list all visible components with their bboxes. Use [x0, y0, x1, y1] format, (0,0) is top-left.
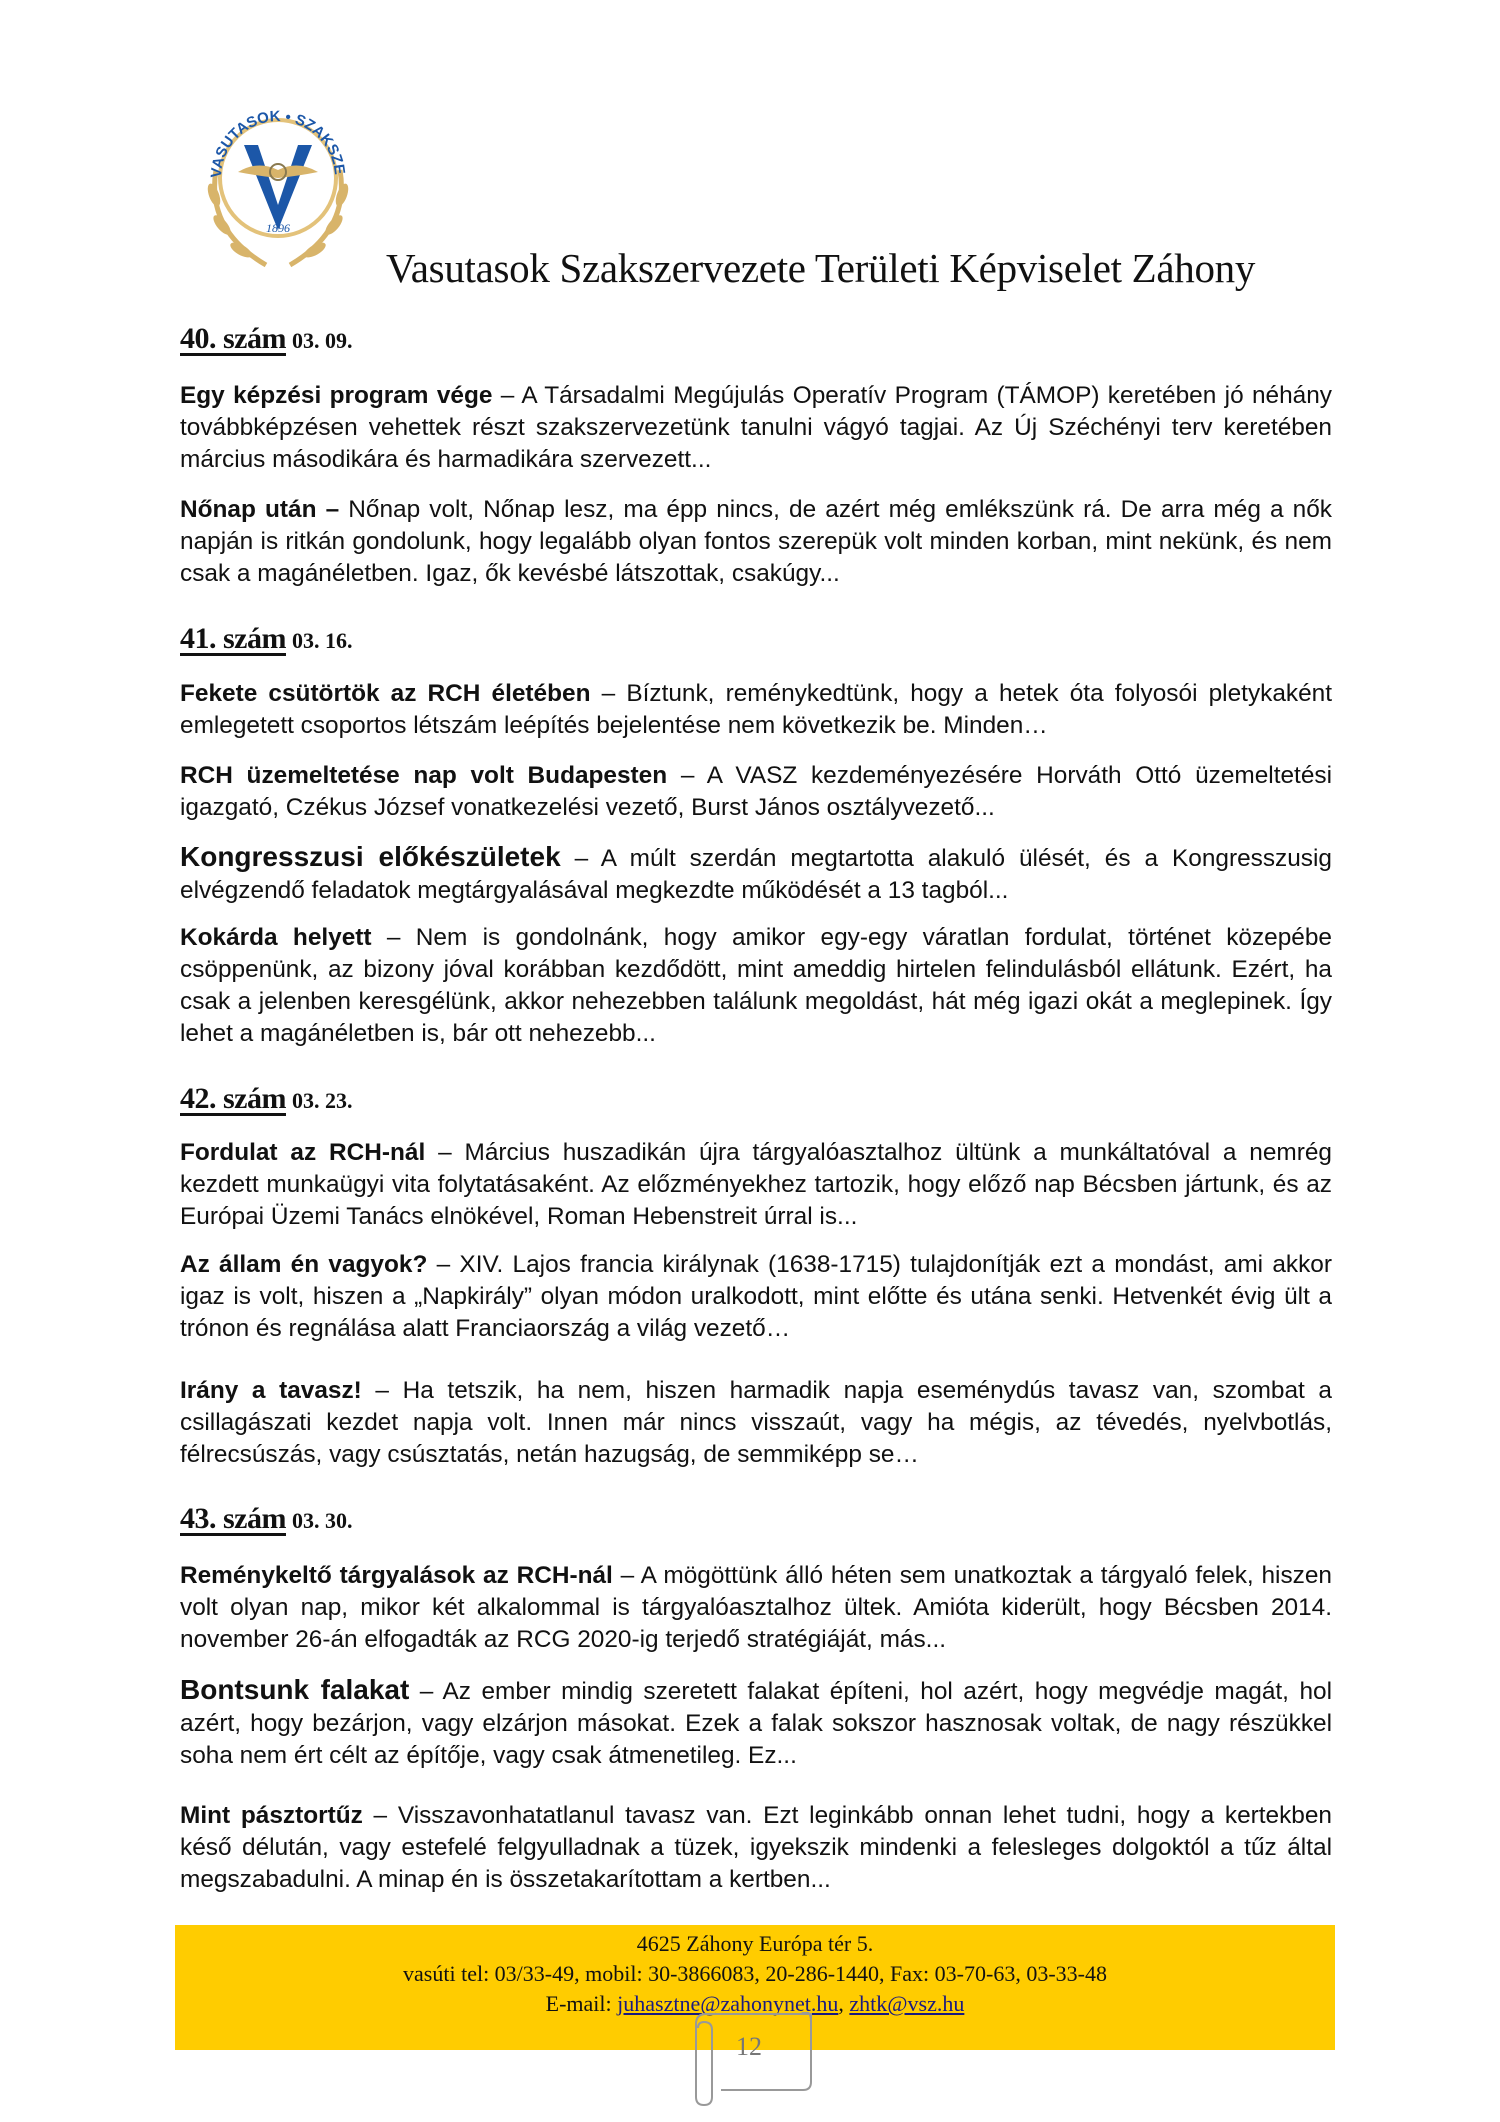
article-title[interactable]: Nőnap után –: [180, 496, 340, 523]
issue-heading: [180, 1082, 352, 1116]
issue-number: 43. szám: [180, 1502, 286, 1535]
article-excerpt: – A mögöttünk álló héten sem unatkoztak a tárgyaló felek, hiszen volt olyan nap, mikor két alkalommal is tárgyalóasztalhoz ültek. Amióta kiderült, hogy Bécsben 2014. november 26-án elfogadták az RCG 2020-ig terjedő stratégiáját, más...: [180, 1562, 1332, 1653]
issue-date: 03. 23.: [291, 1088, 353, 1113]
issue-heading: [180, 322, 352, 356]
article-title[interactable]: Mint pásztortűz: [180, 1802, 363, 1829]
email-separator: ,: [838, 1991, 850, 2016]
logo-year: 1896: [266, 221, 290, 235]
issue-heading: [180, 622, 352, 656]
article-excerpt: – Bíztunk, reménykedtünk, hogy a hetek óta folyosói pletykaként emlegetett csoportos létszám leépítés bejelentése nem következik be. Minden…: [180, 680, 1332, 739]
article-excerpt: – A Társadalmi Megújulás Operatív Program (TÁMOP) keretében jó néhány továbbképzésen vehettek részt szakszervezetünk tanulni vágyó tagjai. Az Új Széchényi terv keretében március másodikára és harmadikára szervezett...: [180, 382, 1333, 473]
article-title[interactable]: Az állam én vagyok?: [180, 1251, 428, 1278]
article: [180, 841, 1332, 907]
article-excerpt: – Március huszadikán újra tárgyalóasztalhoz ültünk a munkáltatóval a nemrég kezdett munkaügyi vita folytatásaként. Az előzményekhez tartozik, hogy előző nap Bécsben jártunk, és az Európai Üzemi Tanács elnökével, Roman Hebenstreit úrral is...: [180, 1139, 1332, 1230]
article: [180, 1560, 1332, 1656]
article-title[interactable]: Reménykeltő tárgyalások az RCH-nál: [180, 1562, 613, 1589]
issue-number: 42. szám: [180, 1082, 286, 1115]
article-excerpt: – A VASZ kezdeményezésére Horváth Ottó üzemeltetési igazgató, Czékus József vonatkezelési vezető, Burst János osztályvezető...: [180, 762, 1332, 821]
email-label: E-mail:: [545, 1991, 618, 2016]
article-excerpt: – Az ember mindig szeretett falakat építeni, hol azért, hogy megvédje magát, hol azért, hogy bezárjon, vagy elzárjon másokat. Ezek a falak sokszor hasznosak voltak, de nagy részükkel soha nem ért célt az építője, vagy csak átmenetileg. Ez...: [180, 1678, 1332, 1769]
page-header-title: Vasutasok Szakszervezete Területi Képviselet Záhony: [386, 245, 1256, 291]
article: [180, 678, 1332, 742]
footer-address: 4625 Záhony Európa tér 5.: [636, 1931, 874, 1956]
article-excerpt: – Ha tetszik, ha nem, hiszen harmadik napja eseménydús tavasz van, szombat a csillagászati kezdet napja volt. Innen már nincs visszaút, vagy ha mégis, az tévedés, nyelvbotlás, félrecsúszás, vagy csúsztatás, netán hazugság, de semmiképp se…: [180, 1377, 1332, 1468]
page-number-scroll: [686, 2012, 826, 2107]
article-title[interactable]: Irány a tavasz!: [180, 1377, 362, 1404]
article: [180, 760, 1332, 824]
article-excerpt: – Visszavonhatatlanul tavasz van. Ezt leginkább onnan lehet tudni, hogy a kertekben késő délután, vagy estefelé felgyulladnak a tüzek, igyekszik mindenki a felesleges dolgoktól a tűz által megszabadulni. A minap én is összetakarítottam a kertben...: [180, 1802, 1332, 1893]
issue-number: 41. szám: [180, 622, 286, 655]
article-title[interactable]: Fekete csütörtök az RCH életében: [180, 680, 591, 707]
article-title[interactable]: Fordulat az RCH-nál: [180, 1139, 426, 1166]
article: [180, 1137, 1332, 1233]
article-excerpt: – Nem is gondolnánk, hogy amikor egy-egy váratlan fordulat, történet közepébe csöppenünk, az bizony jóval korábban kezdődött, mint ameddig hirtelen felindulásból ellátunk. Ezért, ha csak a jelenben keresgélünk, akkor nehezebben találunk megoldást, hát még igazi okát a meglepinek. Így lehet a magánéletben is, bár ott nehezebb...: [180, 924, 1332, 1047]
logo-ring-text: VASUTASOK • SZAKSZE: [207, 107, 349, 179]
issue-heading: [180, 1502, 352, 1536]
article-excerpt: Nőnap volt, Nőnap lesz, ma épp nincs, de azért még emlékszünk rá. De arra még a nők napján is ritkán gondolunk, hogy legalább olyan fontos szerepük volt minden korban, mint nekünk, és nem csak a magánéletben. Igaz, ők kevésbé látszottak, csakúgy...: [180, 496, 1333, 587]
page-number: 12: [736, 2032, 762, 2061]
article-title[interactable]: RCH üzemeltetése nap volt Budapesten: [180, 762, 668, 789]
article-title[interactable]: Kongresszusi előkészületek: [180, 841, 561, 872]
article: [180, 380, 1332, 476]
article: [180, 922, 1332, 1050]
article: [180, 1375, 1332, 1471]
article-excerpt: – XIV. Lajos francia királynak (1638-1715) tulajdonítják ezt a mondást, ami akkor igaz is volt, hiszen a „Napkirály” olyan módon uralkodott, mint előtte és utána senki. Hetvenkét évig ült a trónon és regnálása alatt Franciaország a világ vezető…: [180, 1251, 1332, 1342]
issue-date: 03. 30.: [291, 1508, 353, 1533]
article-title[interactable]: Egy képzési program vége: [180, 382, 493, 409]
union-logo: [186, 100, 376, 280]
article-title[interactable]: Bontsunk falakat: [180, 1674, 410, 1705]
article: [180, 494, 1332, 590]
issue-number: 40. szám: [180, 322, 286, 355]
article-title[interactable]: Kokárda helyett: [180, 924, 372, 951]
email-link-juhasztne[interactable]: juhasztne@zahonynet.hu: [617, 1991, 839, 2016]
email-link-zhtk[interactable]: zhtk@vsz.hu: [849, 1991, 965, 2016]
article: [180, 1249, 1332, 1345]
footer-phones: vasúti tel: 03/33-49, mobil: 30-3866083, 20-286-1440, Fax: 03-70-63, 03-33-48: [403, 1961, 1107, 1986]
article: [180, 1674, 1332, 1772]
article: [180, 1800, 1332, 1896]
issue-date: 03. 09.: [291, 328, 353, 353]
article-excerpt: – A múlt szerdán megtartotta alakuló ülését, és a Kongresszusig elvégzendő feladatok megtárgyalásával megkezdte működését a 13 tagból...: [180, 845, 1332, 904]
issue-date: 03. 16.: [291, 628, 353, 653]
